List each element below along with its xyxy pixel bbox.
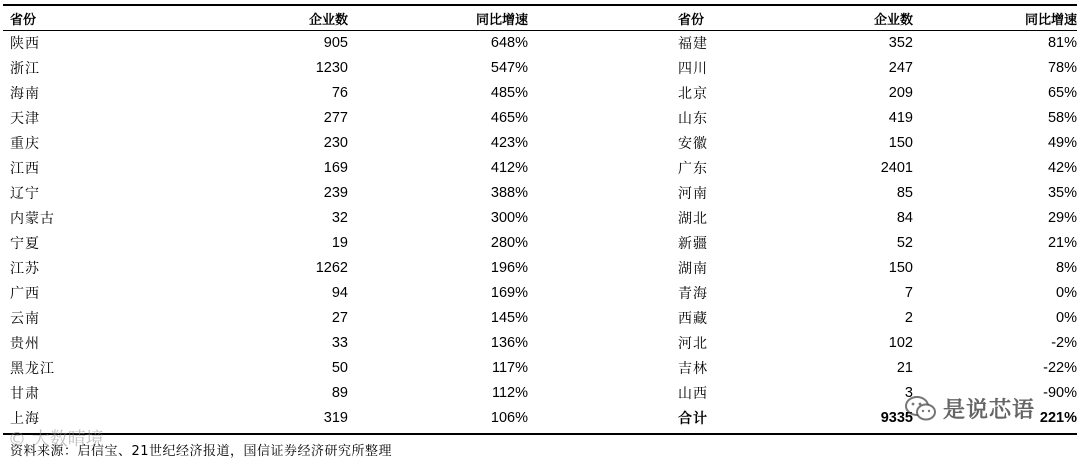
growth-cell-left: 117% — [491, 359, 528, 376]
table-row — [3, 155, 1077, 180]
growth-cell-right: 58% — [1047, 109, 1077, 126]
companies-cell-left: 76 — [331, 84, 348, 101]
growth-cell-right: 35% — [1047, 184, 1077, 201]
province-cell-left: 江苏 — [10, 260, 40, 277]
growth-cell-left: 388% — [490, 184, 528, 201]
province-cell-right: 北京 — [678, 85, 708, 102]
province-cell-left: 甘肃 — [10, 385, 40, 402]
companies-cell-right: 102 — [888, 334, 913, 351]
province-cell-right: 安徽 — [678, 135, 708, 152]
table-row — [3, 30, 1077, 55]
growth-cell-right: 29% — [1047, 209, 1077, 226]
companies-cell-right: 84 — [896, 209, 913, 226]
companies-cell-right: 209 — [888, 84, 913, 101]
table-body — [3, 30, 1077, 430]
growth-cell-left: 169% — [490, 284, 528, 301]
wechat-icon — [905, 395, 937, 423]
province-cell-right: 西藏 — [678, 310, 708, 327]
province-cell-left: 陕西 — [10, 35, 40, 52]
growth-cell-left: 136% — [490, 334, 528, 351]
companies-cell-left: 230 — [323, 134, 348, 151]
table-row — [3, 230, 1077, 255]
companies-cell-left: 319 — [323, 409, 348, 426]
companies-cell-right: 2401 — [880, 159, 913, 176]
growth-cell-left: 196% — [490, 259, 528, 276]
table-row — [3, 280, 1077, 305]
growth-cell-right: 8% — [1056, 259, 1077, 276]
growth-cell-right: 65% — [1047, 84, 1077, 101]
companies-cell-right: 352 — [888, 34, 913, 51]
table-row — [3, 330, 1077, 355]
companies-cell-left: 32 — [331, 209, 348, 226]
table-row — [3, 130, 1077, 155]
table-row — [3, 205, 1077, 230]
companies-cell-left: 19 — [331, 234, 348, 251]
province-cell-left: 重庆 — [10, 135, 40, 152]
growth-cell-left: 112% — [491, 384, 528, 401]
companies-cell-left: 33 — [331, 334, 348, 351]
companies-cell-right: 150 — [888, 259, 913, 276]
province-cell-left: 内蒙古 — [10, 210, 55, 227]
companies-cell-left: 277 — [323, 109, 348, 126]
growth-cell-left: 547% — [490, 59, 528, 76]
province-cell-left: 广西 — [10, 285, 40, 302]
companies-cell-right: 150 — [888, 134, 913, 151]
growth-cell-left: 280% — [490, 234, 528, 251]
growth-cell-right: -2% — [1051, 334, 1077, 351]
growth-cell-left: 648% — [490, 34, 528, 51]
companies-cell-left: 89 — [331, 384, 348, 401]
companies-cell-left: 27 — [331, 309, 348, 326]
companies-cell-right: 2 — [904, 309, 913, 326]
growth-cell-right: 49% — [1047, 134, 1077, 151]
header-companies-right: 企业数 — [873, 12, 913, 28]
watermark-right-text: 是说芯语 — [943, 398, 1036, 423]
province-cell-left: 海南 — [10, 85, 40, 102]
growth-cell-right: 0% — [1056, 284, 1077, 301]
province-cell-left: 天津 — [10, 110, 40, 127]
province-cell-left: 上海 — [10, 410, 40, 427]
companies-cell-left: 1230 — [315, 59, 348, 76]
table-row — [3, 255, 1077, 280]
companies-cell-right: 21 — [896, 359, 913, 376]
province-cell-left: 云南 — [10, 310, 40, 327]
province-cell-right: 新疆 — [678, 235, 708, 252]
header-companies-left: 企业数 — [308, 12, 348, 28]
province-cell-right: 吉林 — [678, 360, 708, 377]
province-cell-left: 江西 — [10, 160, 40, 177]
growth-cell-left: 465% — [490, 109, 528, 126]
header-province-right: 省份 — [678, 12, 705, 28]
growth-cell-left: 485% — [490, 84, 528, 101]
province-cell-left: 贵州 — [10, 335, 40, 352]
growth-cell-left: 412% — [490, 159, 528, 176]
table-row — [3, 180, 1077, 205]
header-growth-left: 同比增速 — [475, 12, 528, 28]
growth-cell-right: -90% — [1043, 384, 1077, 401]
companies-cell-right: 52 — [896, 234, 913, 251]
province-cell-right: 山东 — [678, 110, 708, 127]
companies-cell-left: 50 — [331, 359, 348, 376]
growth-cell-left: 423% — [490, 134, 528, 151]
growth-cell-left: 300% — [490, 209, 528, 226]
watermark-left: © 大数晴境 — [8, 429, 104, 450]
companies-cell-left: 94 — [331, 284, 348, 301]
companies-cell-right: 9335 — [880, 409, 913, 426]
province-cell-right: 青海 — [678, 285, 708, 302]
companies-cell-right: 7 — [904, 284, 913, 301]
companies-cell-left: 169 — [323, 159, 348, 176]
companies-cell-right: 247 — [888, 59, 913, 76]
province-cell-right: 四川 — [678, 60, 708, 77]
growth-cell-left: 106% — [490, 409, 528, 426]
companies-cell-left: 1262 — [315, 259, 348, 276]
province-cell-left: 辽宁 — [10, 185, 40, 202]
table-header-row — [3, 6, 1077, 30]
growth-cell-right: 78% — [1047, 59, 1077, 76]
province-cell-right: 湖南 — [678, 260, 708, 277]
table-row — [3, 305, 1077, 330]
companies-cell-left: 239 — [323, 184, 348, 201]
growth-cell-right: -22% — [1043, 359, 1077, 376]
province-cell-left: 黑龙江 — [10, 360, 55, 377]
header-province-left: 省份 — [10, 12, 37, 28]
growth-cell-right: 42% — [1047, 159, 1077, 176]
header-growth-right: 同比增速 — [1024, 12, 1077, 28]
province-cell-left: 宁夏 — [10, 235, 40, 252]
companies-cell-right: 85 — [896, 184, 913, 201]
table-row — [3, 105, 1077, 130]
province-cell-right: 湖北 — [678, 210, 708, 227]
companies-cell-right: 3 — [904, 384, 913, 401]
province-cell-right: 广东 — [678, 160, 708, 177]
growth-cell-left: 145% — [490, 309, 528, 326]
watermark-right — [905, 393, 1035, 424]
table-row — [3, 355, 1077, 380]
growth-cell-right: 21% — [1047, 234, 1077, 251]
province-cell-right: 山西 — [678, 385, 708, 402]
companies-cell-right: 419 — [888, 109, 913, 126]
table-row — [3, 80, 1077, 105]
growth-cell-right: 221% — [1039, 409, 1077, 426]
province-cell-right: 合计 — [678, 410, 708, 427]
growth-cell-right: 0% — [1056, 309, 1077, 326]
province-company-table — [3, 6, 1077, 430]
province-cell-right: 河南 — [678, 185, 708, 202]
province-cell-left: 浙江 — [10, 60, 40, 77]
province-cell-right: 福建 — [678, 35, 708, 52]
table-bottom-rule — [3, 433, 1077, 435]
source-note: 资料来源：启信宝、21世纪经济报道，国信证券经济研究所整理 — [10, 444, 393, 459]
companies-cell-left: 905 — [323, 34, 348, 51]
province-cell-right: 河北 — [678, 335, 708, 352]
growth-cell-right: 81% — [1047, 34, 1077, 51]
table-row — [3, 55, 1077, 80]
